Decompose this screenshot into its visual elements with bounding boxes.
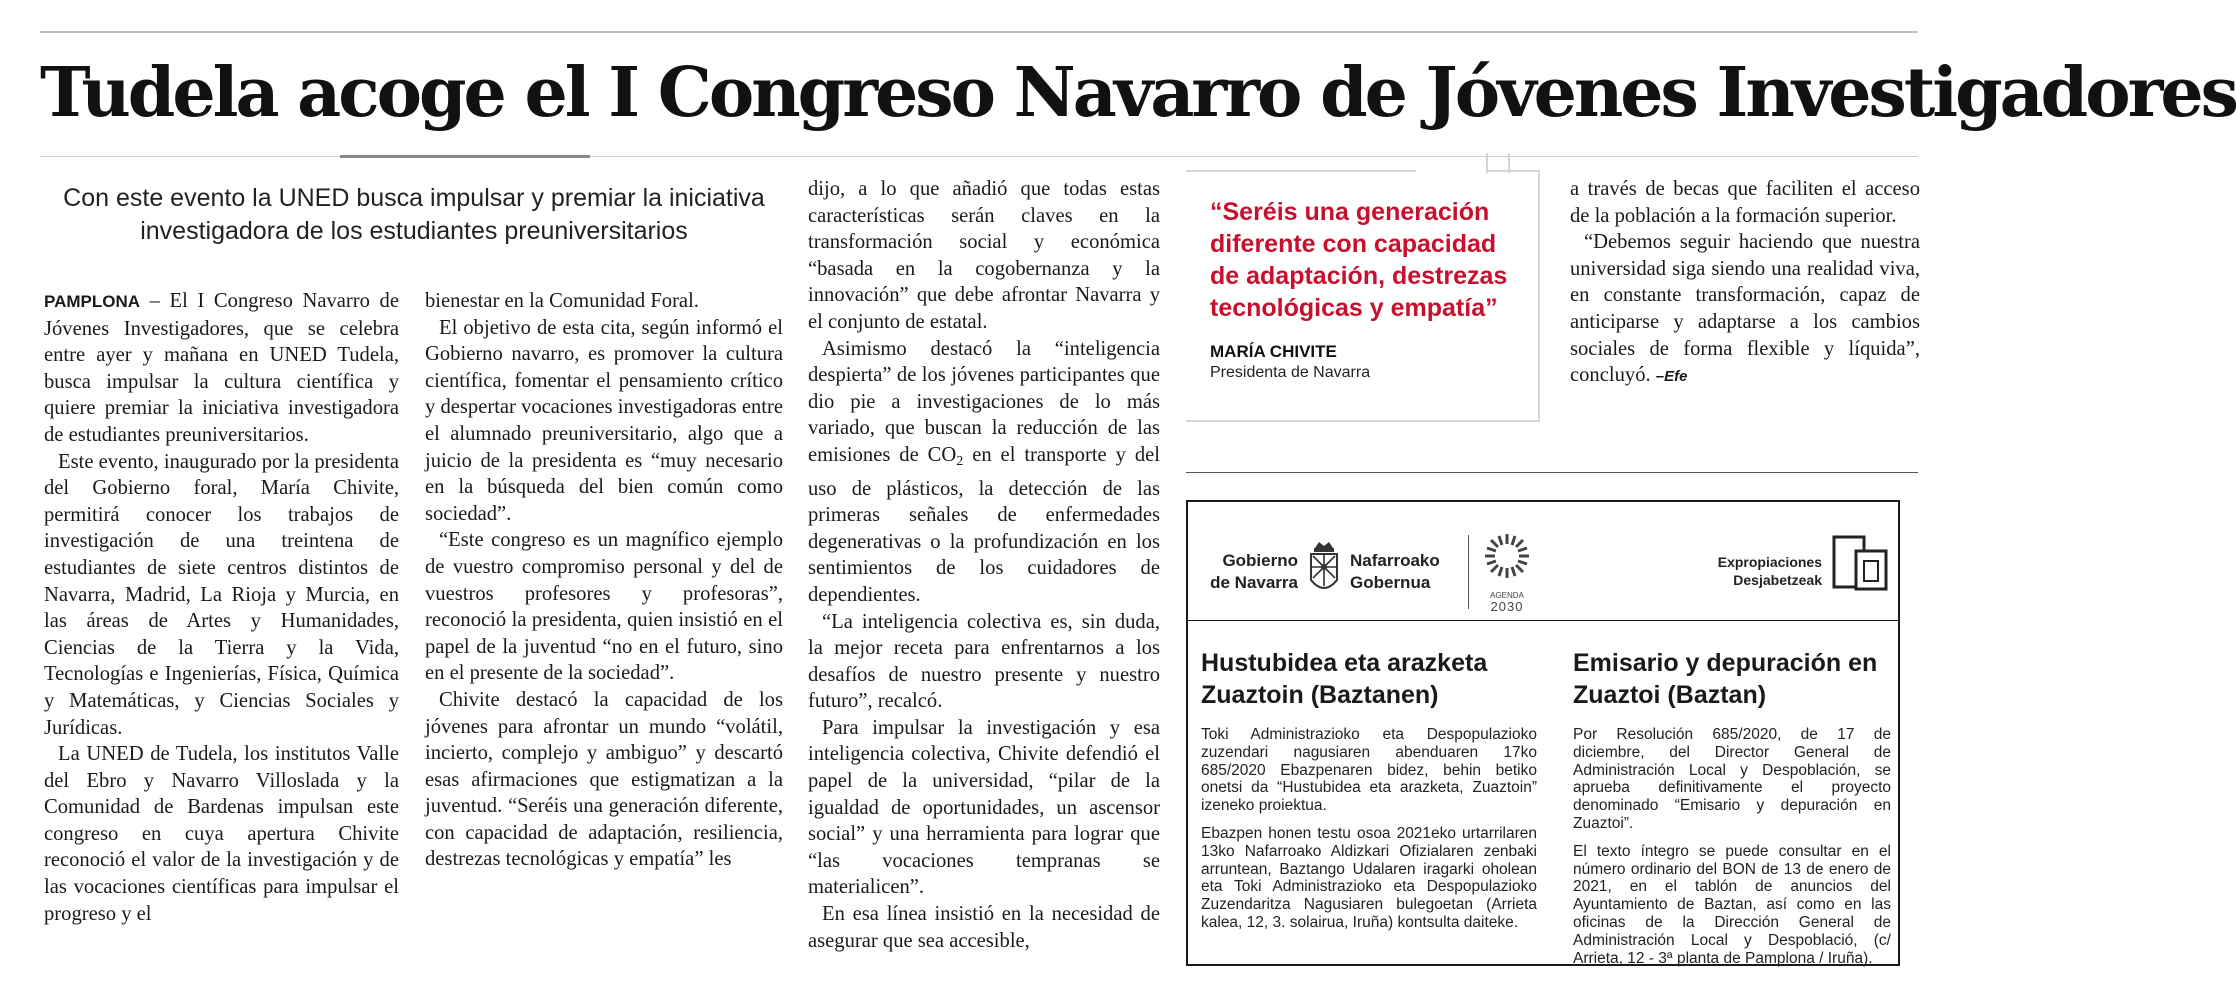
notice-paragraph: Por Resolución 685/2020, de 17 de diciembre, del Director General de Administración Local y Despoblación, se aprueba definitivamente el proyecto denominado “Emisario y depuración en Zuaztoi”. [1573,726,1891,832]
agenda-2030-logo [1474,528,1540,614]
notice-paragraph: Ebazpen honen testu osoa 2021eko urtarrilaren 13ko Nafarroako Aldizkari Ofizialaren zenbaki arruntean, Baztango Udalaren iragarki oholean eta Toki Administrazioko eta Despopulazioko Zuzendaritza Nagusiaren bulegoetan (Arrieta kalea, 12, 3. solairua, Iruña) kontsulta daiteke. [1201,824,1537,931]
pullquote-role: Presidenta de Navarra [1210,364,1371,381]
paragraph: En esa línea insistió en la necesidad de asegurar que sea accesible, [808,903,1160,952]
lead-paragraph [44,288,399,449]
pullquote-tail [1486,153,1510,173]
agenda-2030-wheel-icon [1474,528,1540,586]
agenda-label: AGENDA [1490,591,1524,600]
logo-divider [1468,535,1469,609]
department-label: Expropiaciones Desjabetzeak [1717,554,1822,588]
headline-rule [40,156,1918,157]
logo-gobierno-navarra: Gobierno de Navarra [1210,551,1298,592]
pullquote-author: MARÍA CHIVITE [1210,342,1337,361]
paragraph: Para impulsar la investigación y esa inteligencia colectiva, Chivite defendió el papel de la universidad, “pilar de la igualdad de oportunidades, un ascensor social” y una herramienta para lograr que “las vocaciones tempranas se materialicen”. [808,716,1160,899]
paragraph-text: “Debemos seguir haciendo que nuestra universidad siga siendo una realidad viva, en constante transformación, capaz de anticiparse y adaptarse a los cambios sociales de forma flexible y líquida”, concluyó. [1570,231,1920,387]
pullquote-text: “Seréis una generación diferente con capacidad de adaptación, destrezas tecnológicas y empatía” [1210,198,1508,322]
paragraph: “Este congreso es un magnífico ejemplo de vuestro compromiso personal y del de vuestros profesores y profesoras”, reconoció la presidenta, quien insistió en el papel de la juventud “no en el futuro, sino en el presente de la sociedad”. [425,529,783,685]
lead-text: – El I Congreso Navarro de Jóvenes Investigadores, que se celebra entre ayer y mañana en UNED Tudela, busca impulsar la cultura científica y quiere premiar la iniciativa investigadora de estudiantes preuniversitarios. [44,290,399,446]
headline: Tudela acoge el I Congreso Navarro de Jóvenes Investigadores [40,53,2236,133]
paragraph [808,336,1160,609]
subheadline: Con este evento la UNED busca impulsar y premiar la iniciativa investigadora de los estudiantes preuniversitarios [63,184,765,245]
subscript: 2 [956,453,964,469]
agenda-year: 2030 [1490,599,1524,614]
notice-title-basque: Hustubidea eta arazketa Zuaztoin (Baztanen) [1201,649,1488,709]
headline-rule-accent [340,155,590,158]
navarra-crest-icon [1305,540,1343,600]
signature: –Efe [1655,368,1688,386]
article-column-3 [808,176,1160,954]
paragraph: Este evento, inaugurado por la presidenta del Gobierno foral, María Chivite, permitirá conocer los trabajos de investigación de una treintena de estudiantes de siete centros distintos de Navarra, Madrid, La Rioja y Murcia, en las áreas de Artes y Humanidades, Ciencias de la Tierra y la Vida, Tecnologías e Ingenierías, Física, Química y Matemáticas, y Ciencias Sociales y Jurídicas. [44,450,399,739]
notice-header-divider [1186,620,1900,621]
notice-paragraph: El texto íntegro se puede consultar en el número ordinario del BON de 13 de enero de 2021, en el tablón de anuncios del Ayuntamiento de Baztan, así como en las oficinas de la Dirección General de Administración Local y Despoblació, (c/ Arrieta, 12 - 3ª planta de Pamplona / Iruña). [1573,842,1891,967]
notice-body-spanish [1573,726,1891,977]
notice-rule [1186,472,1918,473]
paragraph-text: en el transporte y del uso de plásticos, la detección de las primeras señales de enfermedades degenerativas o la profundización en los sentimientos de los cuidadores de dependientes. [808,443,1160,606]
paragraph: El objetivo de esta cita, según informó el Gobierno navarro, es promover la cultura científica, fomentar el pensamiento crítico y despertar vocaciones investigadoras entre el alumnado preuniversitario, algo que a juicio de la presidenta es “muy necesario en la búsqueda del bien común como sociedad”. [425,316,783,525]
dateline: PAMPLONA [44,292,141,311]
logo-nafarroako-gobernua: Nafarroako Gobernua [1350,551,1440,592]
notice-paragraph: Toki Administrazioko eta Despopulazioko zuzendari nagusiaren abenduaren 17ko 685/2020 Ebazpenaren bidez, behin betiko onetsi da “Hustubidea eta arazketa, Zuaztoin” izeneko proiektua. [1201,726,1537,815]
paragraph-text: Asimismo destacó la “inteligencia despierta” de los jóvenes participantes que dio pie a investigaciones de lo más variado, que buscan la reducción de las emisiones de CO [808,337,1160,466]
article-column-2 [425,288,783,873]
top-rule [40,31,1918,33]
article-column-1 [44,288,399,927]
paragraph: bienestar en la Comunidad Foral. [425,290,699,312]
paragraph: dijo, a lo que añadió que todas estas características serán claves en la transformación social y económica “basada en la cogobernanza y la innovación” que debe afrontar Navarra y el conjunto de estatal. [808,178,1160,333]
notice-title-spanish: Emisario y depuración en Zuaztoi (Baztan) [1573,649,1878,709]
paragraph: a través de becas que faciliten el acceso de la población a la formación superior. [1570,178,1920,227]
paragraph [1570,229,1920,391]
paragraph: Chivite destacó la capacidad de los jóvenes para afrontar un mundo “volátil, incierto, complejo y ambiguo” y descartó esas afirmaciones que estigmatizan a la juventud. “Seréis una generación diferente, con capacidad de adaptación, resiliencia, destrezas tecnológicas y empatía” les [425,688,783,871]
notice-body-basque [1201,726,1537,942]
paragraph: La UNED de Tudela, los institutos Valle del Ebro y Navarro Villoslada y la Comunidad de Bardenas impulsan este congreso en cuya apertura Chivite reconoció el valor de la investigación y de las vocaciones científicas para impulsar el progreso y el [44,743,399,925]
paragraph: “La inteligencia colectiva es, sin duda, la mejor receta para enfrentarnos a los desafíos de nuestro presente y nuestro futuro”, recalcó. [808,610,1160,713]
expropriation-icon [1832,535,1888,591]
article-column-4 [1570,176,1920,391]
